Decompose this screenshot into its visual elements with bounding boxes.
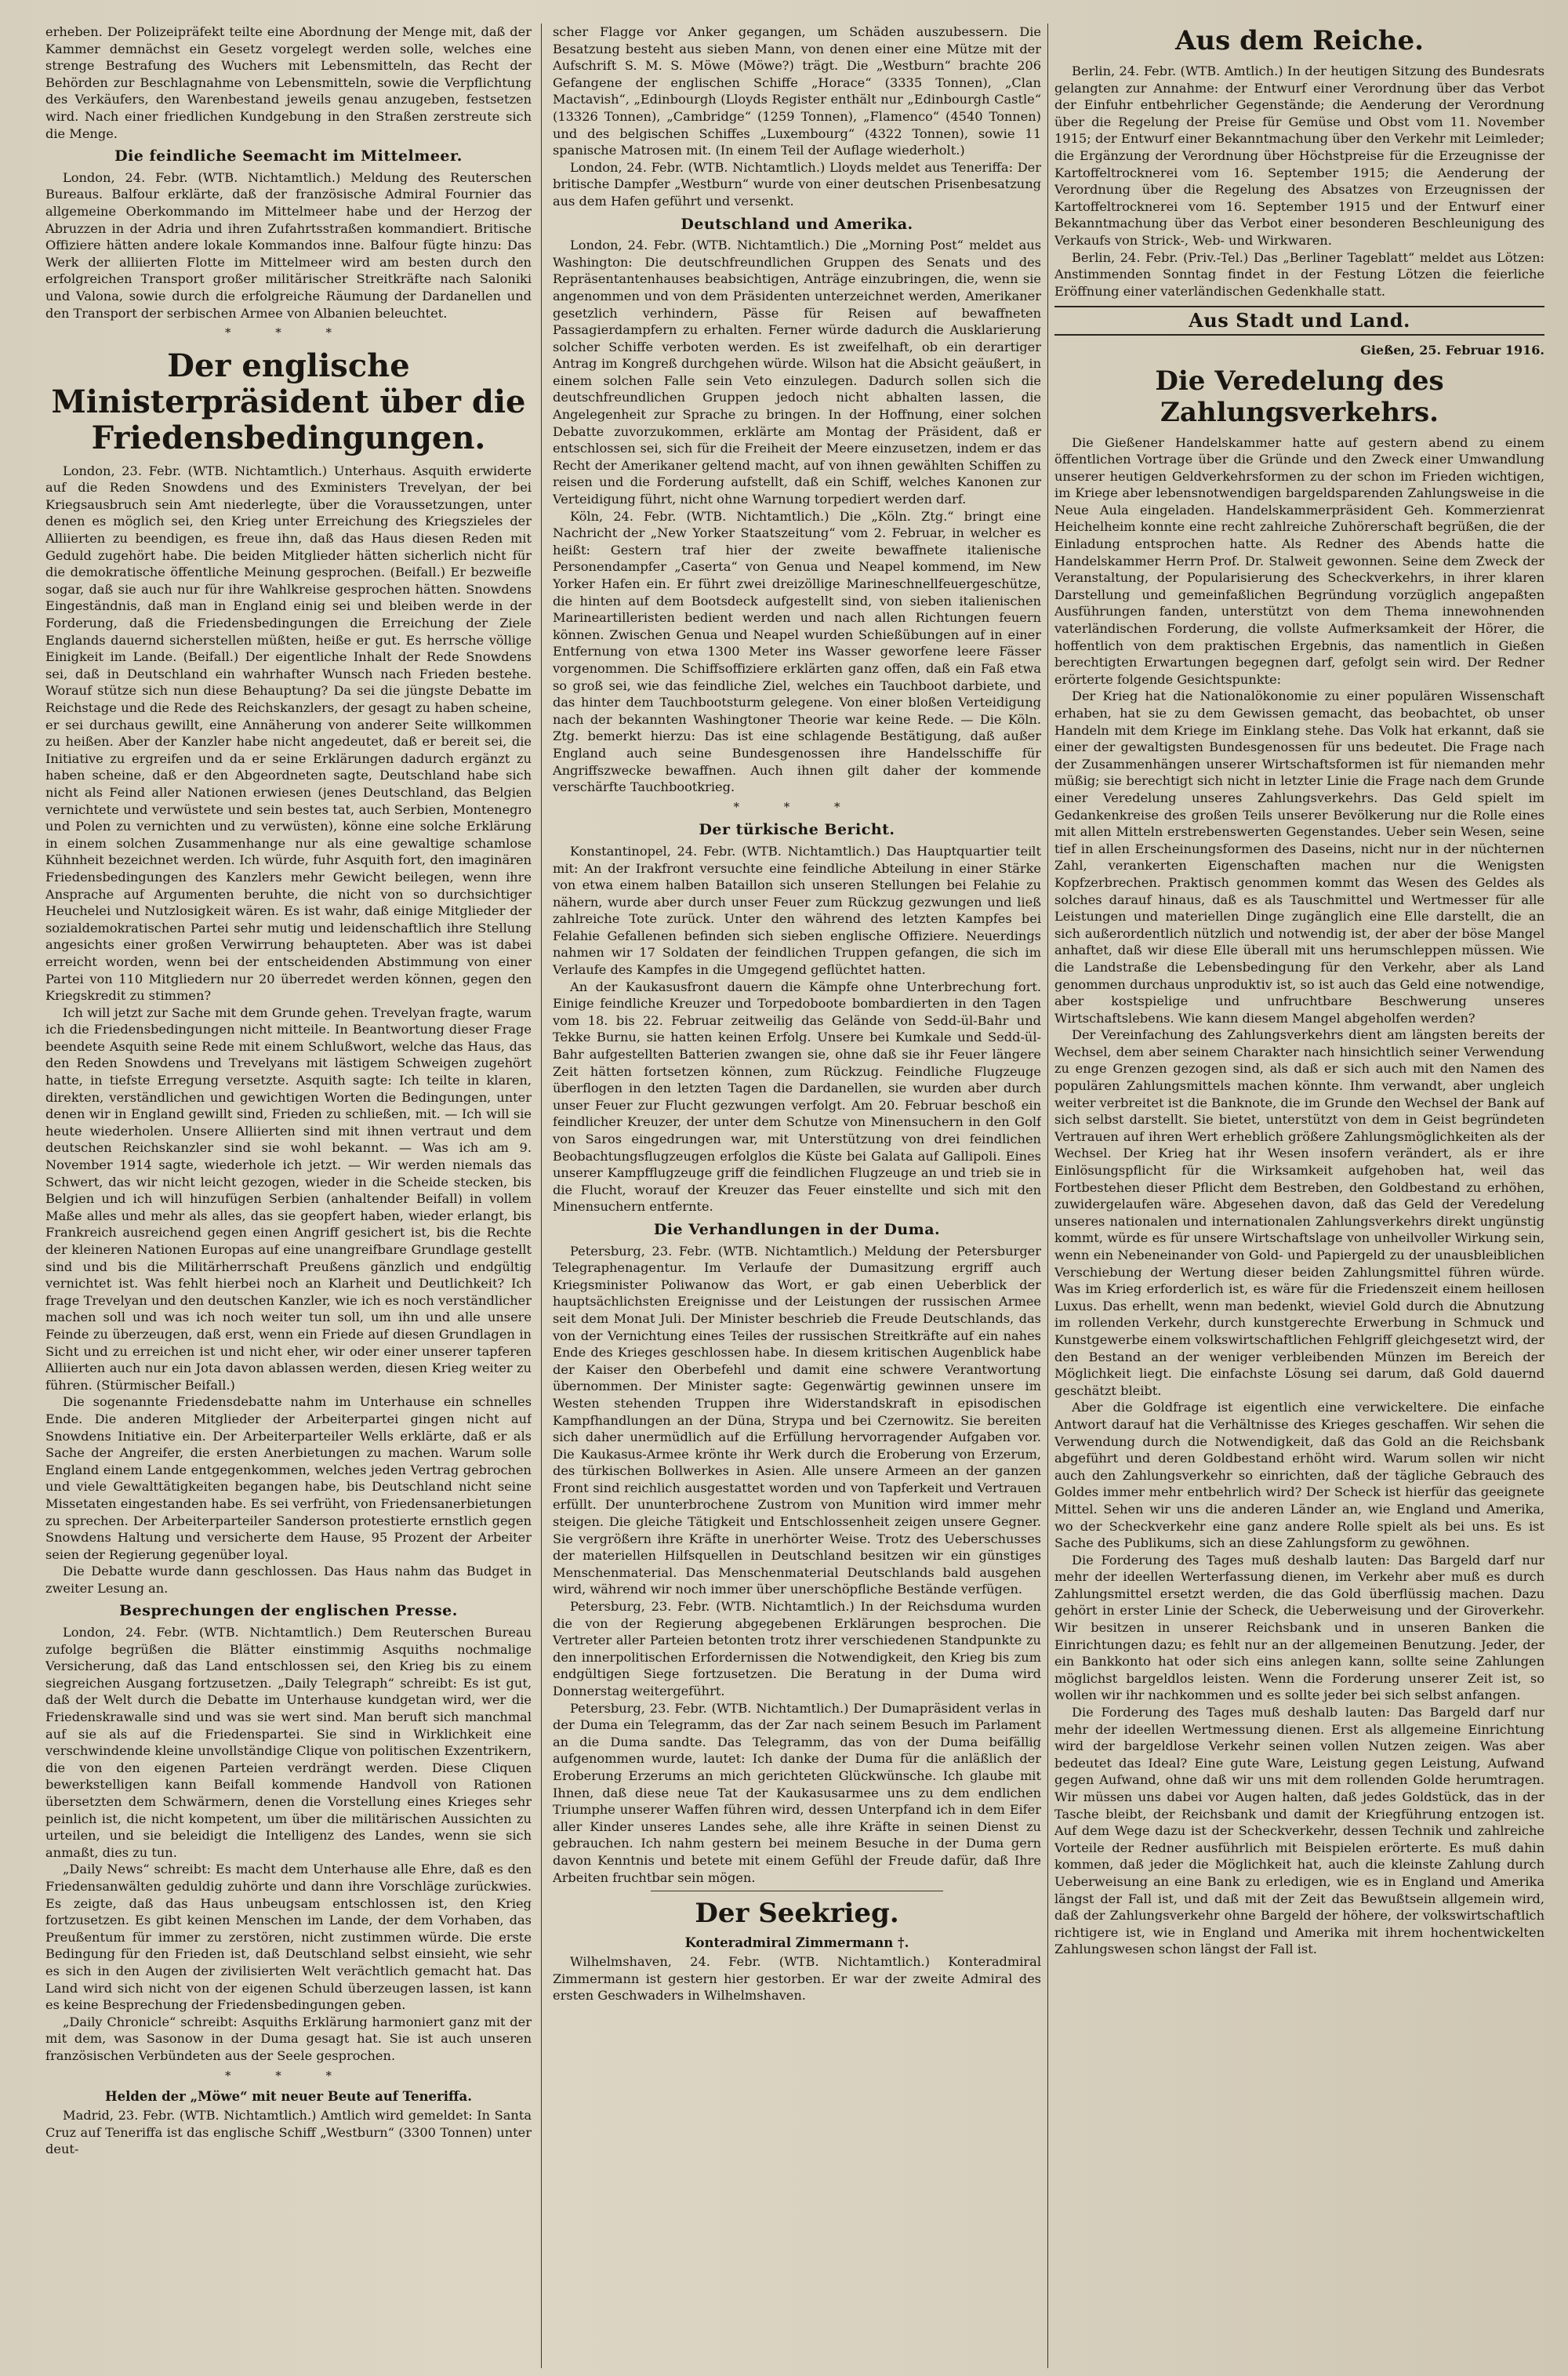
- article-paragraph: Der Krieg hat die Nationalökonomie zu einer populären Wissenschaft erhaben, hat sie zu dem Gewissen gemacht, das beobachtet, ob unser Handeln mit dem Kriege im Einklang stehe. Das Volk hat erkannt, daß sie einer der gewaltigsten Bundesgenossen für uns bedeutet. Die Frage nach der Zusammenhängen unserer Wirtschaftsformen ist für niemanden mehr müßig; sie berechtigt sich nicht in letzter Linie die Frage nach dem Grunde einer Veredelung unseres Zahlungsverkehrs. Das Geld spielt im Gedankenkreise des großen Teils unserer Bevölkerung nur die Rolle eines mit allen Mitteln erstrebenswerten Gegenstandes. Ueber sein Wesen, seine tief in allen Erscheinungsformen des Daseins, nicht nur in der nüchternen Zahl, verankerten Eigenschaften machen nur die Wenigsten Kopfzerbrechen. Praktisch genommen kommt das Wesen des Geldes als solches darauf hinaus, daß es als Tauschmittel und Wertmesser für alle Leistungen und materiellen Dinge zugänglich eine Elle darstellt, die an sich außerordentlich nützlich und notwendig ist, der aber der böse Mangel anhaftet, daß wir diese Elle überall mit uns herumschleppen müssen. Wie die Landstraße die Lebensbedingung für den Verkehr, aber als Land genommen durchaus unproduktiv ist, so ist auch das Geld eine notwendige, aber kostspielige und unfruchtbare Beschwerung unseres Wirtschaftslebens. Wie kann diesem Mangel abgeholfen werden?: [1054, 688, 1544, 1026]
- article-paragraph: Konstantinopel, 24. Febr. (WTB. Nichtamtlich.) Das Hauptquartier teilt mit: An der Irakfront versuchte eine feindliche Abteilung in einer Stärke von etwa einem halben Bataillon sich unseren Stellungen bei Felahie zu nähern, wurde aber durch unser Feuer zum Rückzug gezwungen und ließ zahlreiche Tote zurück. Unter den während des letzten Kampfes bei Felahie Gefallenen befinden sich sieben englische Offiziere. Neuerdings nahmen wir 17 Soldaten der feindlichen Truppen gefangen, die sich im Verlaufe des Kampfes in die Umgegend geflüchtet hatten.: [553, 843, 1041, 978]
- main-headline: Der englische Ministerpräsident über die Friedensbedingungen.: [51, 347, 526, 456]
- column-rule-right: [1047, 24, 1048, 2368]
- section-headline: Aus dem Reiche.: [1175, 25, 1424, 56]
- column-rule-left: [541, 24, 542, 2368]
- main-headline: Die Veredelung des Zahlungsverkehrs.: [1155, 365, 1444, 428]
- column-left: [45, 24, 532, 2364]
- article-paragraph: „Daily News“ schreibt: Es macht dem Unterhause alle Ehre, daß es den Friedensanwälten geduldig zuhörte und dann ihre Vorschläge zurückwies. Es zeigte, daß das Haus unbeugsam entschlossen ist, den Krieg fortzusetzen. Es gibt keinen Menschen im Lande, der dem Vorhaben, das Preußentum für immer zu zerstören, nicht zustimmen würde. Die erste Bedingung für den Frieden ist, daß Deutschland selbst einsieht, wie sehr es sich in den Augen der zivilisierten Welt verächtlich gemacht hat. Das Land wird sich nicht von der eigenen Schuld überzeugen lassen, ist kann es keine Besprechung der Friedensbedingungen geben.: [45, 1862, 532, 2013]
- article-paragraph: London, 24. Febr. (WTB. Nichtamtlich.) Meldung des Reuterschen Bureaus. Balfour erklärte, daß der französische Admiral Fournier das allgemeine Oberkommando im Mittelmeer habe und der Herzog der Abruzzen in der Adria und ihren Zufahrtsstraßen kommandiert. Britische Offiziere hätten andere lokale Kommandos inne. Balfour fügte hinzu: Das Werk der alliierten Flotte im Mittelmeer wird am besten durch den erfolgreichen Transport großer militärischer Streitkräfte nach Saloniki und Valona, sowie durch die erfolgreiche Räumung der Dardanellen und den Transport der serbischen Armee von Albanien beleuchtet.: [45, 169, 532, 321]
- article-paragraph: Wilhelmshaven, 24. Febr. (WTB. Nichtamtlich.) Konteradmiral Zimmermann ist gestern hier gestorben. Er war der zweite Admiral des ersten Geschwaders in Wilhelmshaven.: [553, 1954, 1041, 2004]
- article-paragraph: Berlin, 24. Febr. (WTB. Amtlich.) In der heutigen Sitzung des Bundesrats gelangten zur Annahme: der Entwurf einer Verordnung über das Verbot der Einfuhr entbehrlicher Gegenstände; die Aenderung der Verordnung über die Regelung der Preise für Gemüse und Obst vom 11. November 1915; der Entwurf einer Bekanntmachung über den Verkehr mit Leimleder; die Ergänzung der Verordnung über Höchstpreise für die Erzeugnisse der Kartoffeltrocknerei vom 16. September 1915; die Aenderung der Verordnung über die Regelung des Absatzes von Erzeugnissen der Kartoffeltrocknerei vom 16. September 1915 und der Entwurf einer Bekanntmachung über das Verbot einer besonderen Beschleunigung des Verkaufs von Strick-, Web- und Wirkwaren.: [1054, 64, 1544, 248]
- article-heading: Besprechungen der englischen Presse.: [119, 1602, 458, 1620]
- article-paragraph: Petersburg, 23. Febr. (WTB. Nichtamtlich.) Der Dumapräsident verlas in der Duma ein Telegramm, das der Zar nach seinem Besuch im Parlament an die Duma sandte. Das Telegramm, das von der Duma beifällig aufgenommen wurde, lautet: Ich danke der Duma für die anläßlich der Eroberung Erzerums an mich gerichteten Glückwünsche. Ich glaube mit Ihnen, daß diese neue Tat der Kaukasusarmee uns zu dem endlichen Triumphe unserer Waffen führen wird, dessen Unterpfand ich in dem Eifer aller Kinder unseres Landes sehe, alle ihre Kräfte in seinen Dienst zu gebrauchen. Ich nahm gestern bei meinem Besuche in der Duma gern davon Kenntnis und betete mit einem Gefühl der Freude dafür, daß Ihre Arbeiten fruchtbar sein mögen.: [553, 1700, 1041, 1885]
- article-paragraph: Die Forderung des Tages muß deshalb lauten: Das Bargeld darf nur mehr der ideellen Werterfassung dienen, im Verkehr aber muß es durch Zahlungsmittel ersetzt werden, die das Gold überflüssig machen. Dazu gehört in erster Linie der Scheck, die Ueberweisung und der Giroverkehr. Wir besitzen in unserer Reichsbank und in unseren Banken die Einrichtungen dazu; es fehlt nur an der allgemeinen Benutzung. Jeder, der ein Bankkonto hat oder sich eins anlegen kann, sollte seine Zahlungen möglichst bargeldlos leisten. Wenn die Forderung unserer Zeit ist, so wollen wir ihr nachkommen und es sollte jeder bei sich selbst anfangen.: [1054, 1552, 1544, 1703]
- article-paragraph: Petersburg, 23. Febr. (WTB. Nichtamtlich.) In der Reichsduma wurden die von der Regierung abgegebenen Erklärungen besprochen. Die Vertreter aller Parteien betonten trotz ihrer verschiedenen Standpunkte zu den innerpolitischen Erfordernissen die Notwendigkeit, den Krieg bis zum endgültigen Siege fortzusetzen. Die Beratung in der Duma wird Donnerstag weitergeführt.: [553, 1599, 1041, 1698]
- article-paragraph: Die Forderung des Tages muß deshalb lauten: Das Bargeld darf nur mehr der ideellen Wertmessung dienen. Erst als allgemeine Einrichtung wird der bargeldlose Verkehr seinen vollen Nutzen zeigen. Was aber bedeutet das Ideal? Eine gute Ware, Leistung gegen Leistung, Aufwand gegen Aufwand, ohne daß wir uns mit dem rollenden Golde herumtragen. Wir müssen uns dabei vor Augen halten, daß jedes Goldstück, das in der Tasche bleibt, der Reichsbank und damit der Kriegführung entzogen ist. Auf dem Wege dazu ist der Scheckverkehr, dessen Technik und zahlreiche Vorteile der Redner ausführlich mit Beispielen erörterte. Es muß dahin kommen, daß jeder die Möglichkeit hat, auch die kleinste Zahlung durch Ueberweisung an eine Bank zu erledigen, wie es in England und Amerika längst der Fall ist, und daß mit der Zeit das Bewußtsein allgemein wird, daß der Zahlungsverkehr ohne Bargeld der höhere, der volkswirtschaftlich richtigere ist, wie in England und Amerika mit ihrem hochentwickelten Zahlungswesen schon längst der Fall ist.: [1054, 1705, 1544, 1957]
- article-paragraph: Der Vereinfachung des Zahlungsverkehrs dient am längsten bereits der Wechsel, dem aber seinem Charakter nach hinsichtlich seiner Verwendung zu enge Grenzen gezogen sind, als daß er sich auch mit den Namen des populären Zahlungsmittels machen könnte. Ihm verwandt, aber ungleich weiter verbreitet ist die Banknote, die im Grunde den Wechsel der Bank auf sich selbst darstellt. Sie bietet, unterstützt von dem in Geist begründeten Vertrauen auf ihren Wert erheblich größere Zahlungsmöglichkeiten als der Wechsel. Der Krieg hat ihr Wesen insofern verändert, als er ihre Einlösungspflicht für die Wirksamkeit aufgehoben hat, weil das Fortbestehen dieser Pflicht dem Bestreben, den Goldbestand zu erhöhen, zuwidergelaufen wäre. Abgesehen davon, daß das Geld der Veredelung unseres nationalen und internationalen Zahlungsverkehrs direkt ungünstig kommt, würde es für unsere Wirtschaftslage von unheilvoller Wirkung sein, wenn ein Nebeneinander von Gold- und Papiergeld zu der unausbleiblichen Verschiebung der Wertung dieser beiden Zahlungsmittel führen würde. Was im Krieg erforderlich ist, es wäre für die Friedenszeit einem heillosen Luxus. Das erhellt, wenn man bedenkt, wieviel Gold durch die Abnutzung im rollenden Verkehr, durch kunstgerechte Erwerbung in Schmuck und Kunstgewerbe einem volkswirtschaftlichen Fehlgriff gleichgesetzt wird, der den Bestand an der weniger verbleibenden Münzen im Bereich der Möglichkeit liegt. Die einfachste Lösung sei darum, daß Gold dauernd geschätzt bleibt.: [1054, 1027, 1544, 1398]
- dateline: Gießen, 25. Februar 1916.: [1360, 342, 1544, 358]
- article-paragraph: scher Flagge vor Anker gegangen, um Schäden auszubessern. Die Besatzung besteht aus sieben Mann, von denen einer eine Mütze mit der Aufschrift S. M. S. Möwe (Möwe?) trägt. Die „Westburn“ brachte 206 Gefangene der englischen Schiffe „Horace“ (3335 Tonnen), „Clan Mactavish“, „Edinbourgh (Lloyds Register enthält nur „Edinbourgh Castle“ (13326 Tonnen), „Cambridge“ (1259 Tonnen), „Flamenco“ (4540 Tonnen) und des belgischen Schiffes „Luxembourg“ (4322 Tonnen), sowie 11 spanische Matrosen mit. (In einem Teil der Auflage wiederholt.): [553, 24, 1041, 158]
- article-heading: Die Verhandlungen in der Duma.: [653, 1220, 941, 1238]
- article-paragraph: Petersburg, 23. Febr. (WTB. Nichtamtlich.) Meldung der Petersburger Telegraphenagentur. Im Verlaufe der Dumasitzung ergriff auch Kriegsminister Poliwanow das Wort, er gab einen Ueberblick der hauptsächlichsten Ereignisse und der Leistungen der russischen Armee seit dem Monat Juli. Der Minister beschrieb die Freude Deutschlands, das von der Vernichtung eines Teiles der russischen Streitkräfte auf ein nahes Ende des Krieges geschlossen habe. In diesem kritischen Augenblick habe der Kaiser den Oberbefehl und damit eine schwere Verantwortung übernommen. Der Minister sagte: Gegenwärtig gewinnen unsere im Westen stehenden Truppen ihre Widerstandskraft in episodischen Kampfhandlungen an der Düna, Strypa und bei Czernowitz. Sie bereiten sich daher unermüdlich auf die Erfüllung hervorragender Aufgaben vor. Die Kaukasus-Armee krönte ihr Werk durch die Eroberung von Erzerum, des türkischen Bollwerkes in Asien. Alle unsere Armeen an der ganzen Front sind reichlich ausgestattet worden und von Tapferkeit und Vertrauen erfüllt. Der ununterbrochene Zustrom von Munition wird immer mehr steigen. Die gleiche Tätigkeit und Entschlossenheit zeigen unsere Gegner. Sie vergrößern ihre Kräfte in unerhörter Weise. Trotz des Ueberschusses der materiellen Hilfsquellen in Deutschland besitzen wir ein günstiges Menschenmaterial. Das Menschenmaterial Deutschlands bald ausgehen wird, während wir noch immer über unerschöpfliche Bestände verfügen.: [553, 1243, 1041, 1597]
- article-paragraph: London, 24. Febr. (WTB. Nichtamtlich.) Dem Reuterschen Bureau zufolge begrüßen die Blätter einstimmig Asquiths nochmalige Versicherung, daß das Land entschlossen sei, den Krieg bis zu einem siegreichen Ausgang fortzusetzen. „Daily Telegraph“ schreibt: Es ist gut, daß der Welt durch die Debatte im Unterhause kundgetan wird, wer die Friedenskrawalle sind und was sie wert sind. Man beruft sich manchmal auf sie als auf die Friedenspartei. Sie sind in Wirklichkeit eine verschwindende kleine unvollständige Clique von politischen Exzentrikern, die von den eigenen Parteien verdrängt werden. Diese Cliquen bewerkstelligen kann Beifall kommende Handvoll von Rationen übersetzten dem Schwärmern, denen die Vorstellung eines Krieges sehr peinlich ist, die nicht kompetent, um über die militärischen Aussichten zu urteilen, und sie beleidigt die Intelligenz des Landes, wenn sie sich anmaßt, dies zu tun.: [45, 1625, 532, 1860]
- article-heading: Konteradmiral Zimmermann †.: [684, 1935, 909, 1951]
- section-divider-stars: * * *: [733, 799, 861, 814]
- column-middle: [553, 24, 1041, 2364]
- article-paragraph: „Daily Chronicle“ schreibt: Asquiths Erklärung harmoniert ganz mit der mit dem, was Sasonow in der Duma gesagt hat. Sie ist auch unseren französischen Verbündeten aus der Seele gesprochen.: [45, 2014, 532, 2063]
- article-paragraph: Die Gießener Handelskammer hatte auf gestern abend zu einem öffentlichen Vortrage über die Gründe und den Zweck einer Umwandlung unserer heutigen Geldverkehrsformen zu der schon im Frieden wichtigen, im Kriege aber lebensnotwendigen bargeldsparenden Zahlungsweise in die Neue Aula eingeladen. Handelskammerpräsident Geh. Kommerzienrat Heichelheim konnte eine recht zahlreiche Zuhörerschaft begrüßen, die der Einladung entsprochen hatte. Als Redner des Abends hatte die Handelskammer Herrn Prof. Dr. Stalweit gewonnen. Seine dem Zweck der Veranstaltung, der Popularisierung des Scheckverkehrs, in ihrer klaren Darstellung und gemeinfaßlichen Begründung vorzüglich angepaßten Ausführungen fanden, unterstützt von dem Thema innewohnenden vaterländischen Forderung, die vollste Aufmerksamkeit der Hörer, die hoffentlich von dem praktischen Ergebnis, das namentlich in Gießen berechtigten Erwartungen begegnen darf, gefolgt sein wird. Der Redner erörterte folgende Gesichtspunkte:: [1054, 434, 1544, 687]
- article-paragraph: An der Kaukasusfront dauern die Kämpfe ohne Unterbrechung fort. Einige feindliche Kreuzer und Torpedoboote bombardierten in den Tagen vom 18. bis 22. Februar zeitweilig das Gelände von Sedd-ül-Bahr und Tekke Burnu, sie hatten keinen Erfolg. Unsere bei Kumkale und Sedd-ül-Bahr aufgestellten Batterien zwangen sie, ohne daß sie ihr Feuer längere Zeit hätten fortsetzen können, zum Rückzug. Feindliche Flugzeuge überflogen in den letzten Tagen die Dardanellen, sie wurden aber durch unser Feuer zur Flucht gezwungen verfolgt. Am 20. Februar beschoß ein feindlicher Kreuzer, der unter dem Schutze von Minensuchern in den Golf von Saros eingedrungen war, mit Unterstützung von drei feindlichen Beobachtungsflugzeugen erfolglos die Küste bei Galata auf Gallipoli. Eines unserer Kampfflugzeuge griff die feindlichen Flugzeuge an und trieb sie in die Flucht, worauf der Kreuzer das Feuer einstellte und sich mit den Minensuchern entfernte.: [553, 979, 1041, 1215]
- article-heading: Deutschland und Amerika.: [681, 215, 913, 233]
- article-paragraph: erheben. Der Polizeipräfekt teilte eine Abordnung der Menge mit, daß der Kammer demnächst ein Gesetz vorgelegt werden solle, welches eine strenge Bestrafung des Wuchers mit Lebensmitteln, das Recht der Behörden zur Beschlagnahme von Lebensmitteln, sowie die Verpflichtung des Verkäufers, den Warenbestand jeweils genau anzugeben, festsetzen wird. Nach einer friedlichen Kundgebung in den Straßen zerstreute sich die Menge.: [45, 24, 532, 141]
- article-paragraph: London, 23. Febr. (WTB. Nichtamtlich.) Unterhaus. Asquith erwiderte auf die Reden Snowdens und des Exministers Trevelyan, der bei Kriegsausbruch sein Amt niederlegte, über die Voraussetzungen, unter denen es möglich sei, den Krieg unter Erreichung des Kriegszieles der Alliierten zu beendigen, es freue ihn, daß das Haus diesen Reden mit Geduld zugehört habe. Die beiden Mitglieder hätten sicherlich nicht für die demokratische öffentliche Meinung gesprochen. (Beifall.) Er bezweifle sogar, daß sie auch nur für ihre Wahlkreise gesprochen hätten. Snowdens Eingeständnis, daß man in England einig sei und bleiben werde in der Forderung, daß die Friedensbedingungen die Erreichung der Ziele Englands dauernd sicherstellen müßten, heiße er gut. Es herrsche völlige Einigkeit im Lande. (Beifall.) Der eigentliche Inhalt der Rede Snowdens sei, daß in Deutschland ein wahrhafter Wunsch nach Frieden bestehe. Worauf stütze sich nun diese Behauptung? Da sei die jüngste Debatte im Reichstage und die Rede des Reichskanzlers, der gesagt zu haben scheine, er sei durchaus gewillt, eine Annäherung von anderer Seite willkommen zu heißen. Aber der Kanzler habe nicht angedeutet, daß er bereit sei, die Initiative zu ergreifen und da er seine Erklärungen dadurch ergänzt zu haben scheine, daß er den Abgeordneten sagte, Deutschland habe sich nicht als Feind aller Nationen erwiesen (jenes Deutschland, das Belgien vernichtete und verwüstete und sein bestes tat, auch Serbien, Montenegro und Polen zu vernichten und zu verwüsten), könne eine solche Erklärung in einem solchen Zusammenhange nur als eine gewaltige schamlose Kühnheit bezeichnet werden. Ich würde, fuhr Asquith fort, den imaginären Friedensbedingungen des Kanzlers mehr Gewicht beilegen, wenn ihre Ansprache auf Argumenten beruhte, die nicht von so durchsichtiger Heuchelei und Nutzlosigkeit wären. Es ist wahr, daß einige Mitglieder der sozialdemokratischen Partei sehr mutig und leidenschaftlich ihre Stellung angesichts einer großen Verwirrung behaupteten. Aber was ist dabei erreicht worden, wenn bei der entscheidenden Abstimmung von einer Partei von 110 Mitgliedern nur 20 überredet werden können, gegen den Kriegskredit zu stimmen?: [45, 463, 532, 1004]
- section-divider-stars: * * *: [224, 2068, 353, 2083]
- article-paragraph: London, 24. Febr. (WTB. Nichtamtlich.) Die „Morning Post“ meldet aus Washington: Die deutschfreundlichen Gruppen des Senats und des Repräsentantenhauses beabsichtigen, Anträge einzubringen, die, wenn sie angenommen und von dem Präsidenten unterzeichnet werden, Amerikaner gesetzlich verhindern, Pässe für Reisen auf bewaffneten Passagierdampfern zu erhalten. Ferner würde dadurch die Ausklarierung solcher Schiffe verboten werden. Es ist zweifelhaft, ob ein derartiger Antrag im Kongreß durchgehen würde. Wilson hat die Absicht geäußert, in einem solchen Falle sein Veto einzulegen. Dadurch sollen sich die deutschfreundlichen Gruppen jedoch nicht abhalten lassen, die Angelegenheit zur Sprache zu bringen. In der Hoffnung, einer solchen Debatte zuvorzukommen, erklärte am Montag der Präsident, daß er entschlossen sei, sich für die Freiheit der Meere einzusetzen, indem er das Recht der Amerikaner geltend macht, auf von ihnen gewählten Schiffen zu reisen und die Forderung aufstellt, daß ein Schiff, welches Kanonen zur Verteidigung führt, nicht ohne Warnung torpediert werden darf.: [553, 238, 1041, 507]
- article-paragraph: London, 24. Febr. (WTB. Nichtamtlich.) Lloyds meldet aus Teneriffa: Der britische Dampfer „Westburn“ wurde von einer deutschen Prisenbesatzung aus dem Hafen geführt und versenkt.: [553, 159, 1041, 209]
- article-heading: Helden der „Möwe“ mit neuer Beute auf Teneriffa.: [105, 2089, 472, 2105]
- section-heading: Aus Stadt und Land.: [1189, 309, 1410, 332]
- article-paragraph: Ich will jetzt zur Sache mit dem Grunde gehen. Trevelyan fragte, warum ich die Friedensbedingungen nicht mitteile. In Beantwortung dieser Frage beendete Asquith seine Rede mit einem Schlußwort, welche das Haus, das den Reden Snowdens und Trevelyans mit lästigem Schweigen zugehört hatte, in tiefste Erregung versetzte. Asquith sagte: Ich teilte in klaren, direkten, verständlichen und gewichtigen Worten die Bedingungen, unter denen wir in England gewillt sind, Frieden zu schließen, mit. — Ich will sie heute wiederholen. Unsere Alliierten sind mit ihnen vertraut und dem deutschen Reichskanzler sind sie wohl bekannt. — Was ich am 9. November 1914 sagte, wiederhole ich jetzt. — Wir werden niemals das Schwert, das wir nicht leicht gezogen, wieder in die Scheide stecken, bis Belgien und ich will hinzufügen Serbien (anhaltender Beifall) in vollem Maße alles und mehr als alles, das sie geopfert haben, wieder erlangt, bis Frankreich ausreichend gegen einen Angriff gesichert ist, bis die Rechte der kleineren Nationen Europas auf eine unangreifbare Grundlage gestellt sind und bis die Militärherrschaft Preußens gänzlich und endgültig vernichtet ist. Was fehlt hierbei noch an Klarheit und Deutlichkeit? Ich frage Trevelyan und den deutschen Kanzler, wie ich es noch verständlicher machen soll und was ich noch weiter tun soll, um ihn und alle unsere Feinde zu überzeugen, daß erst, wenn ein Friede auf diesen Grundlagen in Sicht und zu erreichen ist und nicht eher, wir oder einer unserer tapferen Alliierten auch nur ein Jota davon ablassen werden, diesen Krieg weiter zu führen. (Stürmischer Beifall.): [45, 1005, 532, 1393]
- article-paragraph: Die Debatte wurde dann geschlossen. Das Haus nahm das Budget in zweiter Lesung an.: [45, 1564, 532, 1596]
- section-divider-stars: * * *: [224, 325, 353, 340]
- article-paragraph: Aber die Goldfrage ist eigentlich eine verwickeltere. Die einfache Antwort darauf hat die Verhältnisse des Krieges geschaffen. Wir sehen die Verwendung durch die Notwendigkeit, daß das Gold an die Reichsbank abgeführt und deren Goldbestand erhöht wird. Warum sollen wir nicht auch den Zahlungsverkehr so einrichten, daß der tägliche Gebrauch des Goldes immer mehr entbehrlich wird? Der Scheck ist hierfür das geeignete Mittel. Sehen wir uns die anderen Länder an, wie England und Amerika, wo der Scheckverkehr eine ganz andere Rolle spielt als bei uns. Es ist Sache des Publikums, sich an diese Zahlungsform zu gewöhnen.: [1054, 1400, 1544, 1551]
- article-paragraph: Köln, 24. Febr. (WTB. Nichtamtlich.) Die „Köln. Ztg.“ bringt eine Nachricht der „New Yorker Staatszeitung“ vom 2. Februar, in welcher es heißt: Gestern traf hier der zweite bewaffnete italienische Personendampfer „Caserta“ von Genua und Neapel kommend, im New Yorker Hafen ein. Er führt zwei dreizöllige Marineschnellfeuergeschütze, die hinten auf dem Bootsdeck aufgestellt sind, von sieben italienischen Marineartilleristen bedient werden und nach allen Richtungen feuern können. Zwischen Genua und Neapel wurden Schießübungen auf in einer Entfernung von etwa 1300 Meter ins Wasser geworfene leere Fässer vorgenommen. Die Schiffsoffiziere erklärten ganz offen, daß ein Faß etwa so groß sei, wie das feindliche Ziel, welches ein Tauchboot darbiete, und das hinter dem Tauchbootsturm gelegene. Von einer bloßen Verteidigung nach der bekannten Washingtoner Theorie war keine Rede. — Die Köln. Ztg. bemerkt hierzu: Das ist eine schlagende Bestätigung, daß außer England auch seine Bundesgenossen ihre Handelsschiffe für Angriffszwecke bewaffnen. Auch ihnen gilt daher der kommende verschärfte Tauchbootkrieg.: [553, 508, 1041, 795]
- article-paragraph: Berlin, 24. Febr. (Priv.-Tel.) Das „Berliner Tageblatt“ meldet aus Lötzen: Anstimmenden Sonntag findet in der Festung Lötzen die feierliche Eröffnung einer vaterländischen Gedenkhalle statt.: [1054, 249, 1544, 299]
- article-paragraph: Madrid, 23. Febr. (WTB. Nichtamtlich.) Amtlich wird gemeldet: In Santa Cruz auf Teneriffa ist das englische Schiff „Westburn“ (3300 Tonnen) unter deut-: [45, 2108, 532, 2157]
- article-heading: Der türkische Bericht.: [699, 821, 895, 839]
- local-section-header: [1054, 306, 1544, 336]
- column-right: [1054, 24, 1544, 2364]
- article-paragraph: Die sogenannte Friedensdebatte nahm im Unterhause ein schnelles Ende. Die anderen Mitglieder der Arbeiterpartei gingen nicht auf Snowdens Initiative ein. Der Arbeiterparteiler Wells erklärte, daß er als Sache der Angreifer, die ersten Anerbietungen zu machen. Warum solle England einem Lande entgegenkommen, welches jeden Vertrag gebrochen und viele Gewalttätigkeiten begangen habe, bis Deutschland nicht seine Missetaten eingestanden habe. Es sei verfrüht, von Friedensanerbietungen zu sprechen. Der Arbeiterparteiler Sanderson protestierte ernstlich gegen Snowdens Haltung und versicherte dem Hause, 95 Prozent der Arbeiter seien der Regierung gegenüber loyal.: [45, 1394, 532, 1562]
- article-heading: Die feindliche Seemacht im Mittelmeer.: [114, 147, 463, 165]
- section-headline: Der Seekrieg.: [695, 1898, 899, 1930]
